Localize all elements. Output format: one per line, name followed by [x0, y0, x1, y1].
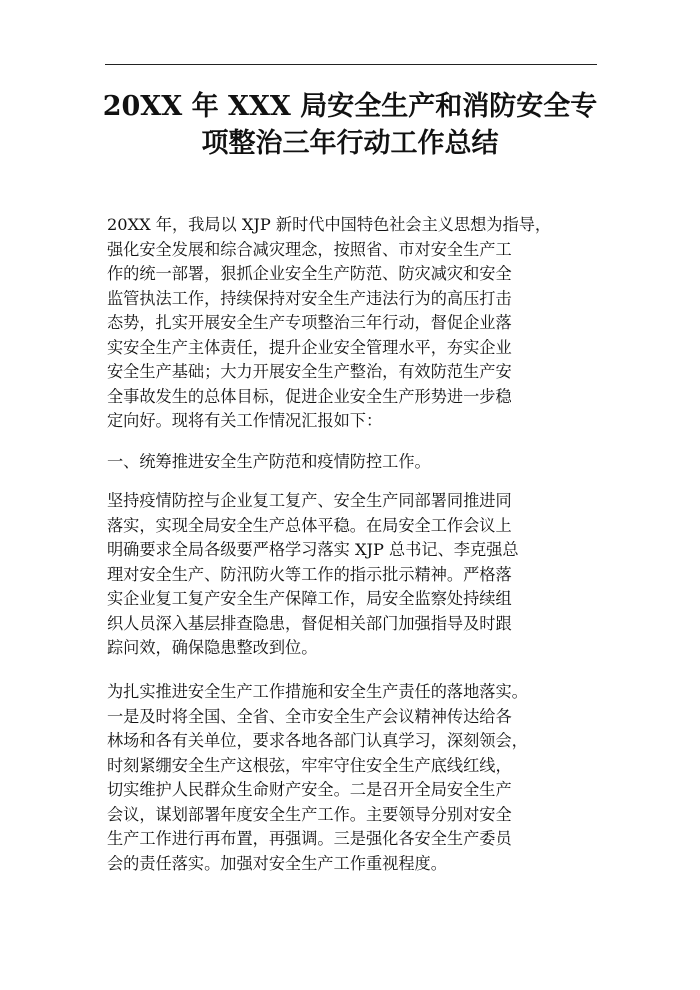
text-line: 织人员深入基层排查隐患，督促相关部门加强指导及时跟	[107, 613, 512, 633]
text-line: 生产工作进行再布置，再强调。三是强化各安全生产委员	[107, 829, 512, 848]
text-line: 会议，谋划部署年度安全生产工作。主要领导分别对安全	[107, 804, 512, 824]
text-line: 为扎实推进安全生产工作措施和安全生产责任的落地落实。	[107, 682, 528, 701]
header-rule	[105, 64, 597, 65]
text-line: 态势，扎实开展安全生产专项整治三年行动，督促企业落	[107, 313, 512, 332]
title-line: 项整治三年行动工作总结	[201, 128, 499, 159]
intro-paragraph	[107, 213, 607, 434]
measures-paragraph	[107, 680, 607, 876]
text-line: 实企业复工复产安全生产保障工作，局安全监察处持续组	[107, 589, 512, 608]
text-line: 全事故发生的总体目标，促进企业安全生产形势进一步稳	[107, 386, 512, 406]
text-line: 明确要求全局各级要严格学习落实 XJP 总书记、李克强总	[107, 540, 519, 559]
text-line: 理对安全生产、防汛防火等工作的指示批示精神。严格落	[107, 564, 512, 584]
section1-paragraph	[107, 489, 607, 661]
text-line: 实安全生产主体责任，提升企业安全管理水平，夯实企业	[107, 337, 512, 357]
text-line: 强化安全发展和综合减灾理念，按照省、市对安全生产工	[107, 239, 512, 259]
text-line: 20XX 年，我局以 XJP 新时代中国特色社会主义思想为指导，	[107, 215, 552, 234]
text-line: 坚持疫情防控与企业复工复产、安全生产同部署同推进同	[107, 491, 512, 510]
text-line: 一是及时将全国、全省、全市安全生产会议精神传达给各	[107, 706, 512, 726]
title-line: 20XX 年 XXX 局安全生产和消防安全专	[102, 91, 598, 122]
text-line: 林场和各有关单位，要求各地各部门认真学习，深刻领会，	[107, 731, 528, 750]
section-heading	[107, 450, 607, 475]
text-line: 作的统一部署，狠抓企业安全生产防范、防灾减灾和安全	[107, 264, 512, 283]
text-line: 安全生产基础；大力开展安全生产整治，有效防范生产安	[107, 362, 512, 381]
text-line: 会的责任落实。加强对安全生产工作重视程度。	[107, 853, 447, 873]
document-title	[60, 88, 640, 162]
text-line: 定向好。现将有关工作情况汇报如下：	[107, 411, 383, 430]
text-line: 切实维护人民群众生命财产安全。二是召开全局安全生产	[107, 780, 512, 799]
text-line: 踪问效，确保隐患整改到位。	[107, 638, 318, 657]
heading-text: 一、统筹推进安全生产防范和疫情防控工作。	[107, 452, 431, 471]
text-line: 落实，实现全局安全生产总体平稳。在局安全工作会议上	[107, 515, 512, 535]
text-line: 时刻紧绷安全生产这根弦，牢牢守住安全生产底线红线，	[107, 755, 512, 775]
text-line: 监管执法工作，持续保持对安全生产违法行为的高压打击	[107, 288, 512, 308]
